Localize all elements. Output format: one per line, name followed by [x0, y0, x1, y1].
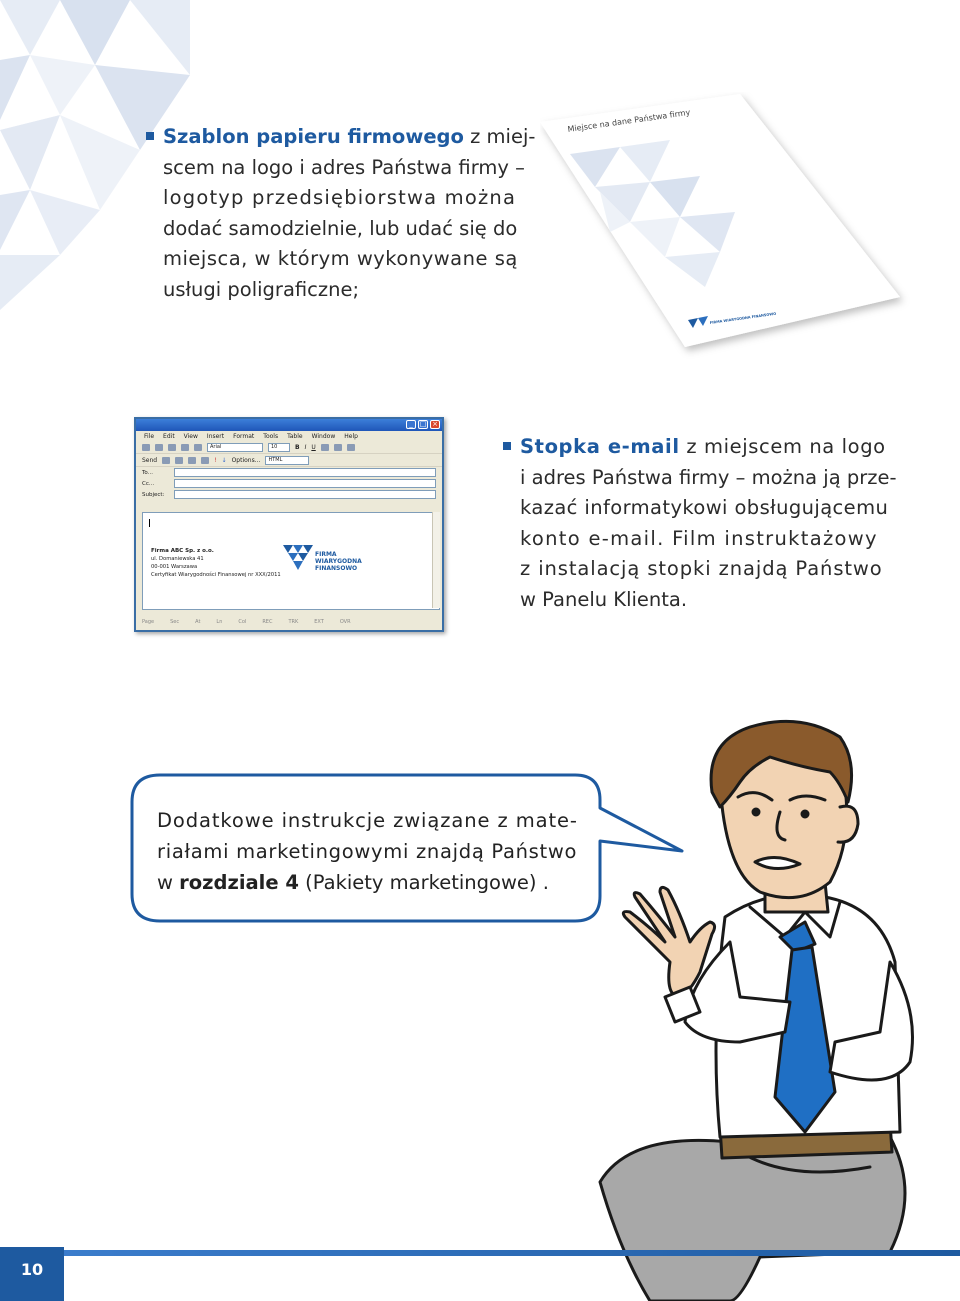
menu-tools[interactable]: Tools [263, 432, 279, 440]
close-icon[interactable]: × [430, 420, 440, 429]
text-line: z miej- [463, 125, 536, 148]
logo-line: WIARYGODNA [315, 558, 362, 565]
cc-button[interactable]: Cc... [142, 480, 155, 487]
text-line: konto e-mail. Film instruktażowy [520, 526, 878, 550]
businessman-illustration [590, 712, 960, 1301]
check-names-icon[interactable] [188, 457, 196, 464]
text-line: logotyp przedsiębiorstwa można [163, 186, 517, 209]
status-item: Ln [216, 619, 223, 625]
logo-line: FINANSOWO [315, 565, 358, 572]
status-item: TRK [288, 619, 299, 625]
chapter-reference: rozdziale 4 [179, 871, 299, 894]
subject-label: Subject: [142, 491, 165, 498]
options-button[interactable]: Options... [231, 456, 261, 464]
open-icon[interactable] [155, 444, 163, 451]
letterhead-heading: Szablon papieru firmowego [163, 125, 464, 148]
address-book-icon[interactable] [175, 457, 183, 464]
menu-window[interactable]: Window [311, 432, 336, 440]
importance-low-icon[interactable]: ↓ [221, 456, 227, 464]
company-logo-text [315, 551, 362, 572]
email-toolbar [136, 454, 442, 467]
letterhead-logo-text: FIRMA WIARYGODNA FINANSOWO [709, 311, 777, 325]
text-line: scem na logo i adres Państwa firmy – [163, 155, 525, 179]
email-footer-heading: Stopka e-mail [520, 435, 680, 458]
bubble-text-part: w [157, 871, 180, 894]
cc-input[interactable] [174, 479, 436, 488]
print-icon[interactable] [181, 444, 189, 451]
minimize-icon[interactable]: _ [406, 420, 416, 429]
signature-company: Firma ABC Sp. z o.o. [151, 548, 214, 554]
formatting-toolbar [136, 441, 442, 454]
text-line: miejsca, w którym wykonywane są [163, 247, 518, 270]
font-name-select[interactable]: Arial [207, 443, 263, 452]
bubble-text [157, 805, 582, 898]
to-input[interactable] [174, 468, 436, 477]
menu-format[interactable]: Format [233, 432, 255, 440]
bullet-square-icon [146, 132, 154, 140]
text-line: kazać informatykowi obsługującemu [520, 496, 889, 519]
attach-icon[interactable] [162, 457, 170, 464]
vertical-scrollbar[interactable] [432, 512, 440, 608]
font-size-select[interactable]: 10 [268, 443, 290, 452]
text-line: dodać samodzielnie, lub udać się do [163, 216, 518, 240]
status-item: Page [142, 619, 155, 625]
menu-file[interactable]: File [144, 432, 155, 440]
letterhead-paper-image [540, 92, 910, 362]
bubble-line: Dodatkowe instrukcje związane z mate- [157, 809, 578, 832]
bubble-line: riałami marketingowymi znajdą Państwo [157, 840, 578, 863]
logo-line: FIRMA [315, 551, 337, 558]
subject-row [136, 489, 442, 500]
status-item: At [195, 619, 201, 625]
align-left-icon[interactable] [321, 444, 329, 451]
to-row [136, 467, 442, 478]
importance-high-icon[interactable]: ! [214, 456, 217, 464]
company-logo-icon [283, 545, 313, 571]
menu-table[interactable]: Table [287, 432, 303, 440]
save-icon[interactable] [168, 444, 176, 451]
format-select[interactable]: HTML [265, 456, 309, 465]
email-body-editor[interactable] [142, 512, 440, 610]
send-button[interactable]: Send [142, 456, 158, 464]
signature-street: ul. Domaniewska 41 [151, 556, 204, 562]
maximize-icon[interactable]: □ [419, 420, 427, 428]
status-item: OVR [339, 619, 351, 625]
list-icon[interactable] [347, 444, 355, 451]
letterhead-paper-graphic [540, 92, 910, 362]
flag-icon[interactable] [201, 457, 209, 464]
status-item: EXT [314, 619, 324, 625]
email-signature [151, 547, 281, 579]
signature-city: 00-001 Warszawa [151, 564, 198, 570]
menu-help[interactable]: Help [344, 432, 358, 440]
menu-edit[interactable]: Edit [163, 432, 175, 440]
status-item: Col [238, 619, 247, 625]
window-titlebar [136, 419, 442, 431]
underline-icon[interactable]: U [311, 443, 316, 451]
text-line: usługi poligraficzne; [163, 277, 360, 301]
text-line: i adres Państwa firmy – można ją prze- [520, 465, 897, 489]
signature-certificate: Certyfikat Wiarygodności Finansowej nr XXX/2011 [151, 572, 281, 578]
new-icon[interactable] [142, 444, 150, 451]
cc-row [136, 478, 442, 489]
bubble-text-part: (Pakiety marketingowe) . [298, 871, 549, 894]
email-client-screenshot [134, 417, 444, 632]
letterhead-description [146, 122, 536, 305]
to-button[interactable]: To... [142, 469, 153, 476]
subject-input[interactable] [174, 490, 436, 499]
email-footer-description [503, 432, 898, 615]
page-number: 10 [0, 1247, 64, 1301]
align-center-icon[interactable] [334, 444, 342, 451]
status-bar [142, 619, 351, 625]
text-cursor [149, 519, 150, 527]
bold-icon[interactable]: B [295, 443, 300, 451]
undo-icon[interactable] [194, 444, 202, 451]
bullet-square-icon [503, 442, 511, 450]
menu-bar [136, 431, 442, 441]
text-line: w Panelu Klienta. [520, 587, 688, 611]
italic-icon[interactable]: I [304, 443, 307, 451]
text-line: z instalacją stopki znajdą Państwo [520, 557, 883, 580]
text-line: z miejscem na logo [679, 435, 886, 458]
letterhead-header-text: Miejsce na dane Państwa firmy [567, 107, 691, 134]
menu-view[interactable]: View [183, 432, 198, 440]
footer-line [0, 1250, 960, 1256]
status-item: REC [262, 619, 273, 625]
status-item: Sec [170, 619, 180, 625]
menu-insert[interactable]: Insert [206, 432, 225, 440]
